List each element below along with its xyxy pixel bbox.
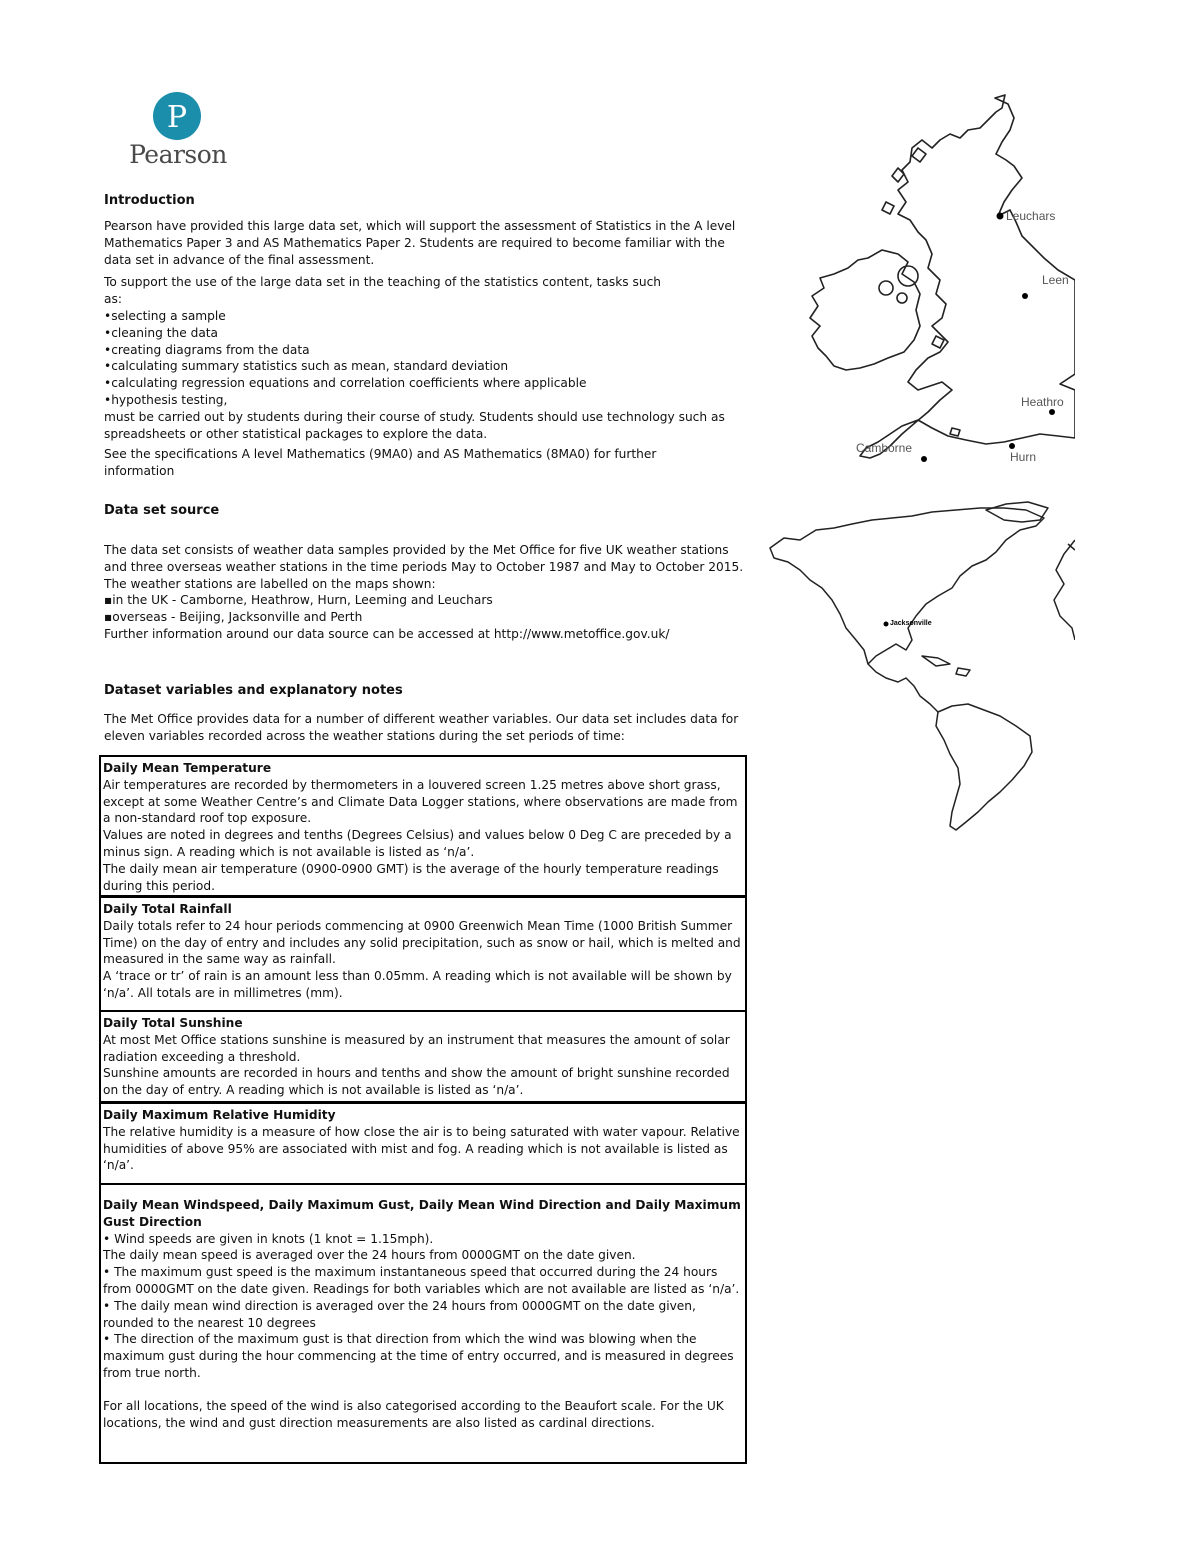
hurn-marker	[1009, 443, 1015, 449]
leeming-marker	[1022, 293, 1028, 299]
box-daily-total-rainfall	[99, 896, 747, 1012]
box-text: A ‘trace or tr’ of rain is an amount less than 0.05mm. A reading which is not available will be shown by ‘n/a’. All totals are in millimetres (mm).	[103, 969, 732, 1000]
label-leeming: Leen	[1042, 273, 1069, 287]
uk-map	[790, 90, 1075, 475]
box-title: Daily Mean Windspeed, Daily Maximum Gust, Daily Mean Wind Direction and Daily Maximum Gust Direction	[103, 1198, 741, 1229]
intro-paragraph-3: must be carried out by students during their course of study. Students should use technology such as spreadsheets or other statistical packages to explore the data.	[104, 409, 725, 441]
intro-task-list	[104, 308, 744, 409]
list-item: ▪ overseas - Beijing, Jacksonville and Perth	[104, 609, 744, 626]
pearson-logo-icon	[118, 92, 238, 142]
list-item: • hypothesis testing,	[104, 392, 744, 409]
box-text: • The maximum gust speed is the maximum instantaneous speed that occurred during the 24 hours from 0000GMT on the date given. Readings for both variables which are not available are listed as ‘n/a’.	[103, 1265, 740, 1296]
list-item: ▪ in the UK - Camborne, Heathrow, Hurn, Leeming and Leuchars	[104, 592, 744, 609]
box-title: Daily Total Sunshine	[103, 1016, 243, 1030]
intro-paragraph-1: Pearson have provided this large data set, which will support the assessment of Statistics in the A level Mathematics Paper 3 and AS Mathematics Paper 2. Students are required to become familiar with the data set in advance of the final assessment.	[104, 219, 736, 267]
intro-paragraph-2: To support the use of the large data set in the teaching of the statistics content, tasks such as:	[104, 275, 662, 307]
camborne-marker	[921, 456, 927, 462]
label-hurn: Hurn	[1010, 450, 1037, 464]
box-text: • Wind speeds are given in knots (1 knot = 1.15mph).	[103, 1231, 434, 1246]
box-text: Sunshine amounts are recorded in hours and tenths and show the amount of bright sunshine recorded on the day of entry. A reading which is not available is listed as ‘n/a’.	[103, 1066, 730, 1098]
box-title: Daily Total Rainfall	[103, 902, 232, 916]
box-daily-total-sunshine	[99, 1010, 747, 1103]
source-heading: Data set source	[104, 503, 220, 518]
svg-text:P: P	[166, 100, 188, 135]
intro-paragraph-4: See the specifications A level Mathematics (9MA0) and AS Mathematics (8MA0) for further information	[104, 447, 657, 479]
box-text: Air temperatures are recorded by thermometers in a louvered screen 1.25 metres above short grass, except at some Weather Centre’s and Climate Data Logger stations, where observations are made from a non-standard roof top exposure.	[103, 777, 738, 826]
intro-heading: Introduction	[104, 193, 195, 208]
source-link-text: Further information around our data source can be accessed at http://www.metoffice.gov.uk/	[104, 626, 670, 641]
source-paragraph-1: The data set consists of weather data samples provided by the Met Office for five UK weather stations and three overseas weather stations in the time periods May to October 1987 and May to October 2015. The weather stations are labelled on the maps shown:	[104, 543, 744, 591]
box-text: Daily totals refer to 24 hour periods commencing at 0900 Greenwich Mean Time (1000 British Summer Time) on the day of entry and includes any solid precipitation, such as snow or hail, which is melted and measured in the same way as rainfall.	[103, 918, 741, 967]
world-map-outline-icon	[760, 500, 1075, 835]
jacksonville-marker	[884, 622, 889, 627]
box-daily-mean-temperature	[99, 755, 747, 897]
source-station-list	[104, 592, 744, 626]
label-heathrow: Heathro	[1021, 395, 1064, 409]
box-text: The daily mean speed is averaged over the 24 hours from 0000GMT on the date given.	[103, 1248, 636, 1263]
intro-section	[104, 218, 744, 480]
label-leuchars: Leuchars	[1006, 209, 1056, 223]
box-text: The relative humidity is a measure of how close the air is to being saturated with water vapour. Relative humidities of above 95% are associated with mist and fog. A reading which is not available is listed as ‘n/a’.	[103, 1124, 740, 1173]
variables-intro: The Met Office provides data for a number of different weather variables. Our data set includes data for eleven variables recorded across the weather stations during the set periods of time:	[104, 712, 739, 743]
list-item: • creating diagrams from the data	[104, 342, 744, 359]
heathrow-marker	[1049, 409, 1055, 415]
uk-map-outline-icon	[790, 90, 1075, 475]
world-map	[760, 500, 1075, 835]
label-camborne: Camborne	[856, 441, 913, 455]
list-item: • calculating regression equations and correlation coefficients where applicable	[104, 375, 744, 392]
box-text: The daily mean air temperature (0900-0900 GMT) is the average of the hourly temperature readings during this period.	[103, 861, 719, 893]
box-wind	[99, 1183, 747, 1464]
box-text: At most Met Office stations sunshine is measured by an instrument that measures the amount of solar radiation exceeding a threshold.	[103, 1032, 730, 1064]
box-daily-max-relative-humidity	[99, 1102, 747, 1185]
box-text: Values are noted in degrees and tenths (Degrees Celsius) and values below 0 Deg C are preceded by a minus sign. A reading which is not available is listed as ‘n/a’.	[103, 828, 732, 859]
leuchars-marker	[997, 213, 1004, 220]
variables-heading: Dataset variables and explanatory notes	[104, 683, 403, 698]
box-text: • The daily mean wind direction is averaged over the 24 hours from 0000GMT on the date given, rounded to the nearest 10 degrees	[103, 1298, 696, 1330]
source-section	[104, 542, 744, 643]
box-title: Daily Maximum Relative Humidity	[103, 1108, 336, 1122]
list-item: • cleaning the data	[104, 325, 744, 342]
box-text: For all locations, the speed of the wind is also categorised according to the Beaufort scale. For the UK locations, the wind and gust direction measurements are also listed as cardinal directions.	[103, 1398, 724, 1430]
list-item: • calculating summary statistics such as mean, standard deviation	[104, 358, 744, 375]
box-text: • The direction of the maximum gust is that direction from which the wind was blowing when the maximum gust during the hour commencing at the time of entry occurred, and is measured in degrees from true north.	[103, 1332, 734, 1380]
box-title: Daily Mean Temperature	[103, 761, 272, 775]
pearson-logo	[118, 92, 238, 172]
pearson-wordmark: Pearson	[129, 140, 227, 169]
list-item: • selecting a sample	[104, 308, 744, 325]
label-jacksonville: Jacksonville	[890, 620, 932, 627]
